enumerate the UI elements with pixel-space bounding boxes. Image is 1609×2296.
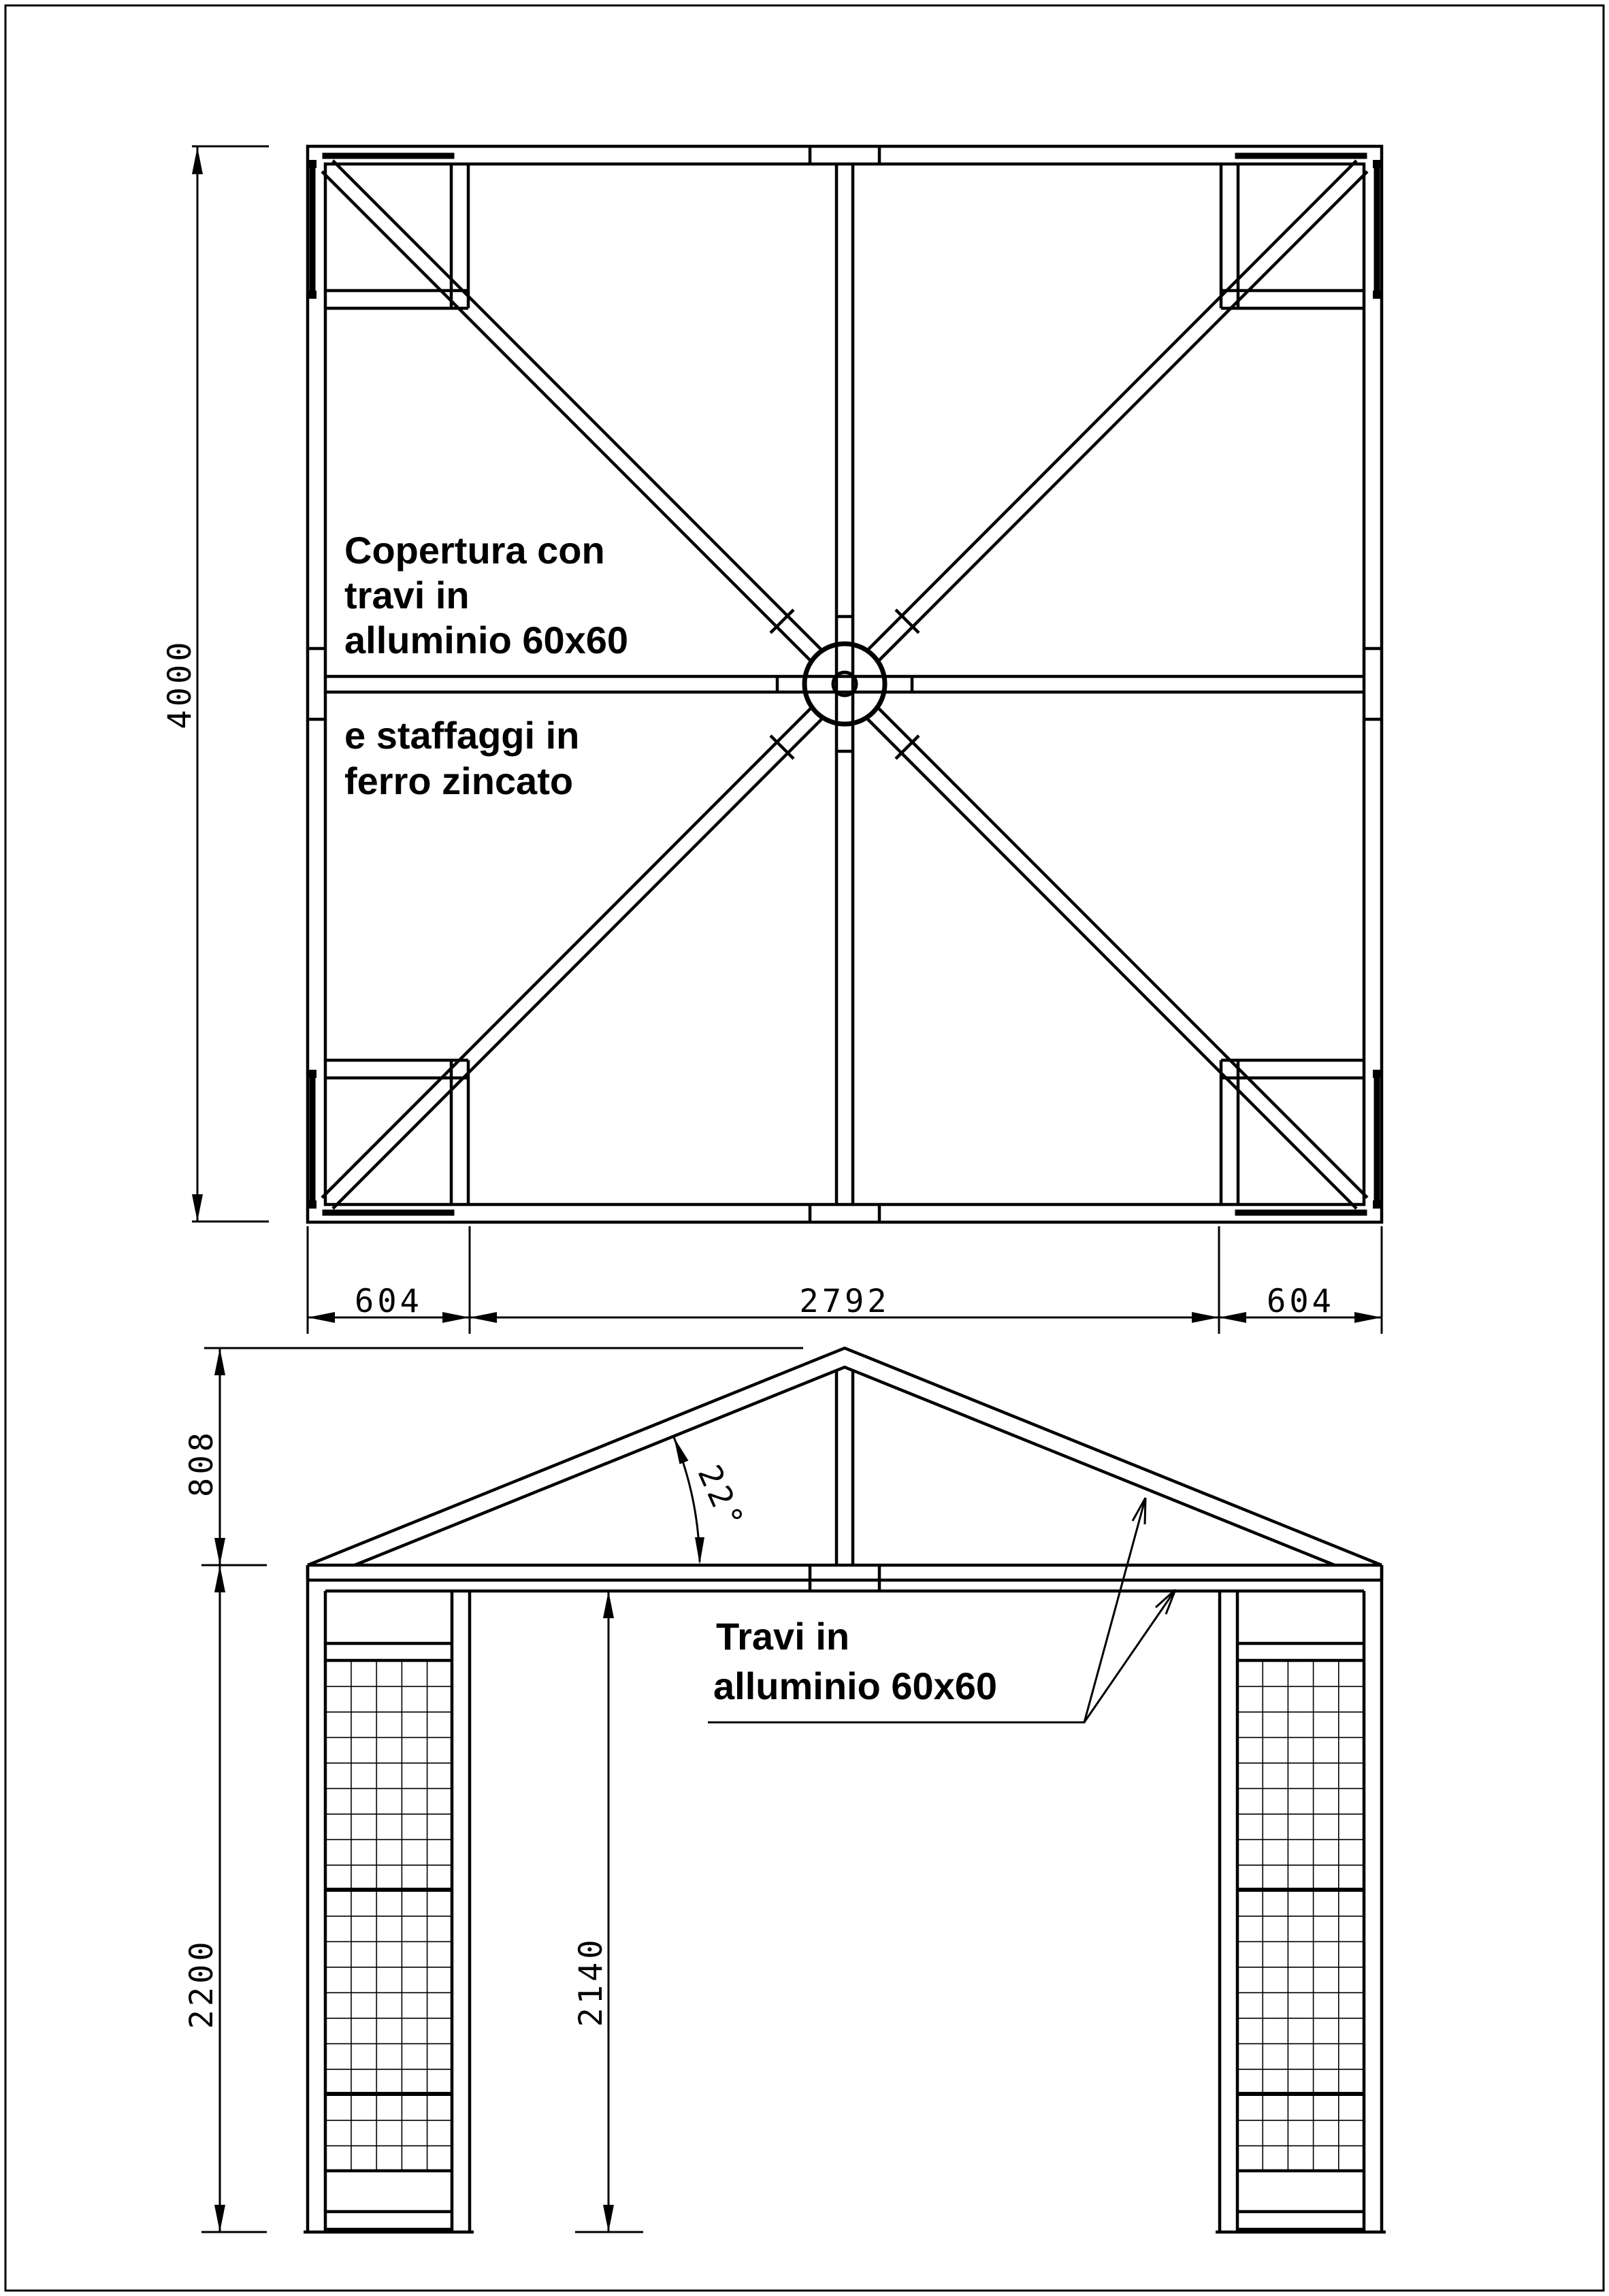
dim-2200-label: 2200 [183,1938,221,2029]
dim-2200 [183,1565,267,2232]
dim-808 [183,1348,803,1565]
iron-strap-bottom-left [312,1074,451,1213]
column-left [304,1565,474,2232]
note-brackets-line2: ferro zincato [344,759,574,802]
column-right [1216,1565,1386,2232]
iron-strap-bottom-right [1238,1074,1377,1213]
note-beams-line2: alluminio 60x60 [713,1664,998,1707]
cross-beam [325,676,1364,692]
dim-2140-label: 2140 [572,1936,610,2027]
center-hub [804,644,885,724]
iron-strap-top-right [1238,156,1377,295]
plate-right [1364,649,1382,719]
note-roof-line3: alluminio 60x60 [344,619,629,661]
note-brackets-line1: e staffaggi in [344,714,580,757]
annotation-copertura [344,529,628,661]
plate-top [810,146,879,164]
king-post [810,1369,879,1591]
corner-bracket-bottom-right [1221,1060,1381,1213]
roof-outline [308,1348,1382,1565]
note-roof-line1: Copertura con [344,529,605,572]
ridge-beam [836,164,853,1204]
leader-arrow-eave [1156,1590,1175,1614]
plan-view [161,146,1382,1334]
iron-strap-top-left [312,156,451,295]
annotation-travi [713,1615,997,1707]
dim-4000-label: 4000 [161,638,199,729]
dim-angle-22 [674,1437,752,1564]
elevation-view [183,1348,1386,2232]
plate-bottom [810,1204,879,1222]
dim-808-label: 808 [183,1429,221,1497]
dim-2792-label: 2792 [799,1283,890,1320]
dim-604-right-label: 604 [1267,1283,1335,1320]
dim-604-left-label: 604 [355,1283,423,1320]
hub-outer-circle [804,644,885,724]
annotation-staffaggi [344,714,579,802]
dim-2140 [572,1591,643,2232]
note-roof-line2: travi in [344,574,470,617]
plan-inner-frame [325,164,1364,1204]
corner-bracket-top-left [308,156,468,308]
eave-beam [308,1565,1382,1591]
corner-bracket-bottom-left [308,1060,468,1213]
note-beams-line1: Travi in [716,1615,850,1658]
dim-4000 [161,146,269,1221]
diagonal-brace-bottom-right [868,708,1367,1209]
diagonal-brace-top-right [868,161,1367,661]
dim-angle-label: 22° [689,1459,752,1537]
plate-left [308,649,325,719]
corner-bracket-top-right [1221,156,1381,308]
dim-bottom-chain [308,1226,1382,1334]
